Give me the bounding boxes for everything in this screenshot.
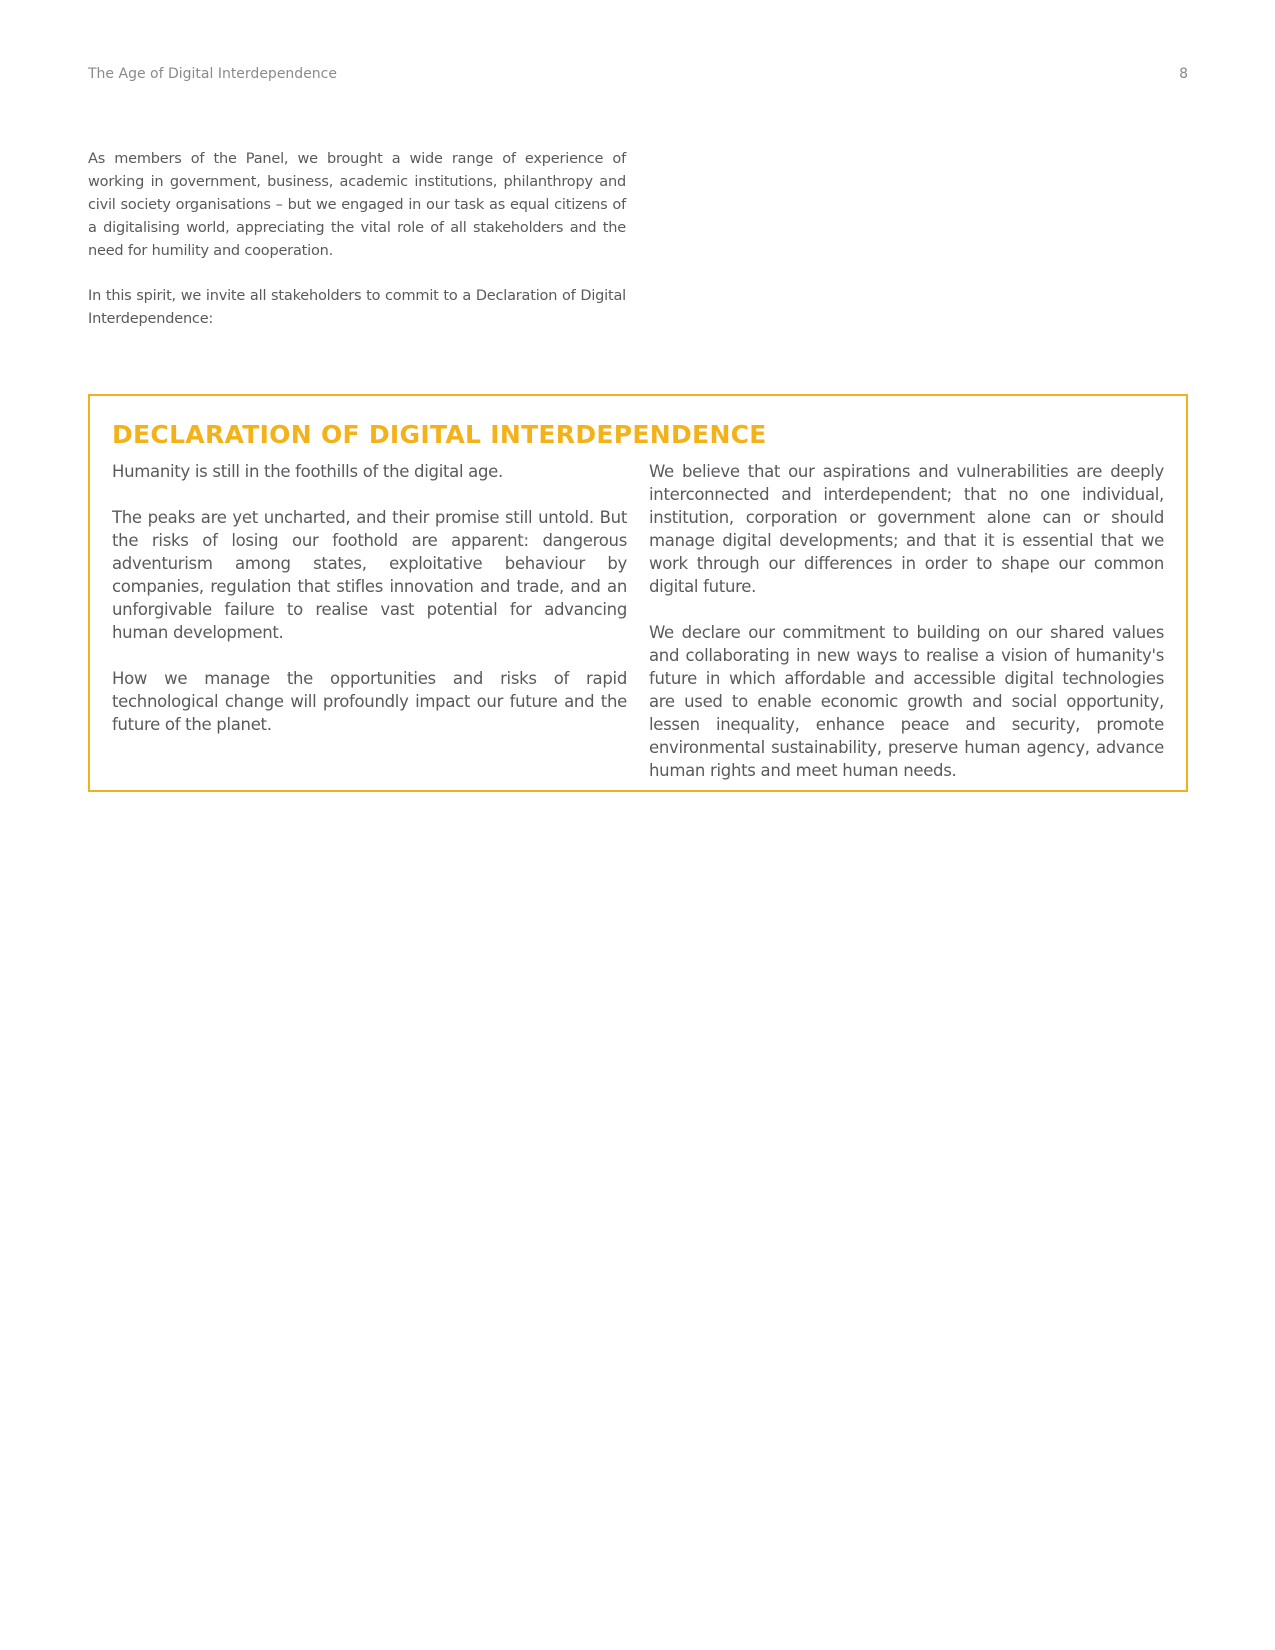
declaration-paragraph: We believe that our aspirations and vulnerabilities are deeply interconnected and interdependent; that no one individual, institution, corporation or government alone can or should manage digital developments; and that it is essential that we work through our differences in order to shape our common digital future. [649, 462, 1164, 596]
declaration-paragraph: The peaks are yet uncharted, and their promise still untold. But the risks of losing our foothold are apparent: dangerous adventurism among states, exploitative behaviour by companies, regulation that stifles innovation and trade, and an unforgivable failure to realise vast potential for advancing human development. [112, 508, 627, 642]
intro-text [88, 148, 626, 353]
declaration-box [88, 394, 1188, 792]
declaration-paragraph: Humanity is still in the foothills of the digital age. [112, 462, 503, 481]
running-header [88, 66, 1188, 82]
intro-paragraph: In this spirit, we invite all stakeholders to commit to a Declaration of Digital Interdependence: [88, 288, 626, 327]
declaration-title: DECLARATION OF DIGITAL INTERDEPENDENCE [112, 420, 767, 449]
document-title: The Age of Digital Interdependence [88, 66, 337, 82]
declaration-columns [112, 460, 1164, 805]
declaration-left-column [112, 460, 627, 805]
intro-paragraph: As members of the Panel, we brought a wide range of experience of working in government, business, academic institutions, philanthropy and civil society organisations – but we engaged in our task as equal citizens of a digitalising world, appreciating the vital role of all stakeholders and the need for humility and cooperation. [88, 151, 626, 259]
declaration-right-column [649, 460, 1164, 805]
declaration-paragraph: We declare our commitment to building on our shared values and collaborating in new ways to realise a vision of humanity's future in which affordable and accessible digital technologies are used to enable economic growth and social opportunity, lessen inequality, enhance peace and security, promote environmental sustainability, preserve human agency, advance human rights and meet human needs. [649, 623, 1164, 780]
declaration-paragraph: How we manage the opportunities and risks of rapid technological change will profoundly impact our future and the future of the planet. [112, 669, 627, 734]
page-number: 8 [1179, 66, 1188, 82]
